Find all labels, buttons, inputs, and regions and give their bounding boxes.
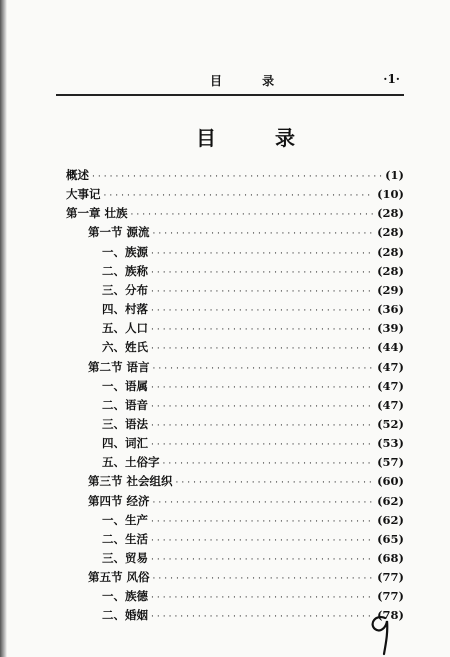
toc-leader-dots	[151, 379, 374, 397]
toc-entry	[102, 549, 404, 567]
toc-entry	[102, 453, 404, 471]
toc-entry-page: (39)	[377, 321, 404, 335]
toc-entry-page: (47)	[377, 398, 404, 412]
toc-entry	[102, 396, 404, 414]
toc-leader-dots	[151, 589, 374, 607]
toc-entry-label: 第四节 经济	[88, 494, 150, 508]
running-header	[56, 72, 402, 92]
toc-entry-label: 二、语音	[102, 398, 148, 412]
toc-entry-page: (1)	[385, 168, 404, 182]
toc-leader-dots	[151, 417, 374, 435]
toc-entry-label: 二、生活	[102, 532, 148, 546]
toc-leader-dots	[151, 551, 374, 569]
toc-entry-label: 第五节 风俗	[88, 570, 150, 584]
toc-leader-dots	[151, 398, 374, 416]
toc-entry-label: 一、语属	[102, 379, 148, 393]
toc-entry-page: (78)	[377, 608, 404, 622]
toc-entry	[66, 204, 404, 222]
toc-leader-dots	[153, 494, 375, 512]
toc-entry-label: 四、词汇	[102, 436, 148, 450]
toc-entry-label: 第二节 语言	[88, 360, 150, 374]
toc-entry-page: (53)	[377, 436, 404, 450]
toc-leader-dots	[176, 474, 375, 492]
toc-entry	[102, 338, 404, 356]
toc-entry-page: (77)	[377, 589, 404, 603]
toc-entry	[102, 415, 404, 433]
toc-entry-label: 三、分布	[102, 283, 148, 297]
toc-leader-dots	[153, 570, 375, 588]
toc-entry	[66, 166, 404, 184]
toc-entry-page: (10)	[377, 187, 404, 201]
toc-leader-dots	[131, 206, 375, 224]
toc-entry-page: (62)	[377, 494, 404, 508]
toc-entry-page: (65)	[377, 532, 404, 546]
toc-leader-dots	[151, 436, 374, 454]
toc-entry-page: (57)	[377, 455, 404, 469]
toc-entry-label: 一、族源	[102, 245, 148, 259]
toc-entry-label: 二、族称	[102, 264, 148, 278]
toc-entry-label: 大事记	[66, 187, 101, 201]
toc-entry-label: 五、人口	[102, 321, 148, 335]
toc-entry-label: 四、村落	[102, 302, 148, 316]
toc-entry-page: (29)	[377, 283, 404, 297]
toc-entry	[102, 530, 404, 548]
toc-entry	[102, 587, 404, 605]
toc-entry-label: 概述	[66, 168, 89, 182]
toc-entry-label: 三、贸易	[102, 551, 148, 565]
toc-leader-dots	[153, 225, 375, 243]
toc-entry	[88, 358, 404, 376]
toc-entry	[88, 472, 404, 490]
toc-entry	[102, 377, 404, 395]
header-rule	[56, 94, 404, 96]
toc-entry	[102, 243, 404, 261]
toc-entry	[102, 262, 404, 280]
toc-entry-page: (44)	[377, 340, 404, 354]
toc-leader-dots	[151, 532, 374, 550]
toc-leader-dots	[151, 264, 374, 282]
toc-entry-label: 三、语法	[102, 417, 148, 431]
running-header-page-number: ·1·	[383, 72, 400, 86]
toc-leader-dots	[151, 321, 374, 339]
toc-leader-dots	[151, 608, 374, 626]
toc-entry-label: 五、土俗字	[102, 455, 160, 469]
toc-leader-dots	[153, 360, 375, 378]
toc-entry-label: 一、生产	[102, 513, 148, 527]
toc-entry-page: (77)	[377, 570, 404, 584]
toc-entry	[102, 300, 404, 318]
toc-entry	[102, 606, 404, 624]
toc-leader-dots	[151, 245, 374, 263]
toc-entry-page: (28)	[377, 245, 404, 259]
handwritten-page-mark	[367, 612, 393, 656]
toc-entry-page: (28)	[377, 264, 404, 278]
toc-entry-page: (60)	[377, 474, 404, 488]
toc-entry-page: (62)	[377, 513, 404, 527]
toc-entry-page: (28)	[377, 225, 404, 239]
toc-entry-label: 六、姓氏	[102, 340, 148, 354]
toc-entry	[102, 319, 404, 337]
toc-entry-page: (47)	[377, 379, 404, 393]
toc-entry	[88, 568, 404, 586]
page-title: 目 录	[196, 126, 321, 150]
toc-entry-label: 二、婚姻	[102, 608, 148, 622]
toc-entry	[102, 281, 404, 299]
toc-entry	[66, 185, 404, 203]
toc-leader-dots	[151, 283, 374, 301]
toc-entry-page: (68)	[377, 551, 404, 565]
toc-entry	[88, 492, 404, 510]
scan-edge-shadow	[0, 0, 7, 657]
toc-entry-page: (28)	[377, 206, 404, 220]
toc-entry	[102, 434, 404, 452]
toc-leader-dots	[104, 187, 375, 205]
toc-leader-dots	[163, 455, 375, 473]
running-header-title: 目 录	[210, 74, 293, 88]
toc-entry-page: (52)	[377, 417, 404, 431]
toc-leader-dots	[151, 513, 374, 531]
toc-leader-dots	[92, 168, 382, 186]
toc-entry-page: (36)	[377, 302, 404, 316]
toc-entry-page: (47)	[377, 360, 404, 374]
toc-entry-label: 第一节 源流	[88, 225, 150, 239]
toc-entry-label: 第三节 社会组织	[88, 474, 173, 488]
toc-entry	[88, 223, 404, 241]
toc-entry-label: 第一章 壮族	[66, 206, 128, 220]
toc-leader-dots	[151, 340, 374, 358]
toc-entry	[102, 511, 404, 529]
toc-leader-dots	[151, 302, 374, 320]
toc-entry-label: 一、族德	[102, 589, 148, 603]
